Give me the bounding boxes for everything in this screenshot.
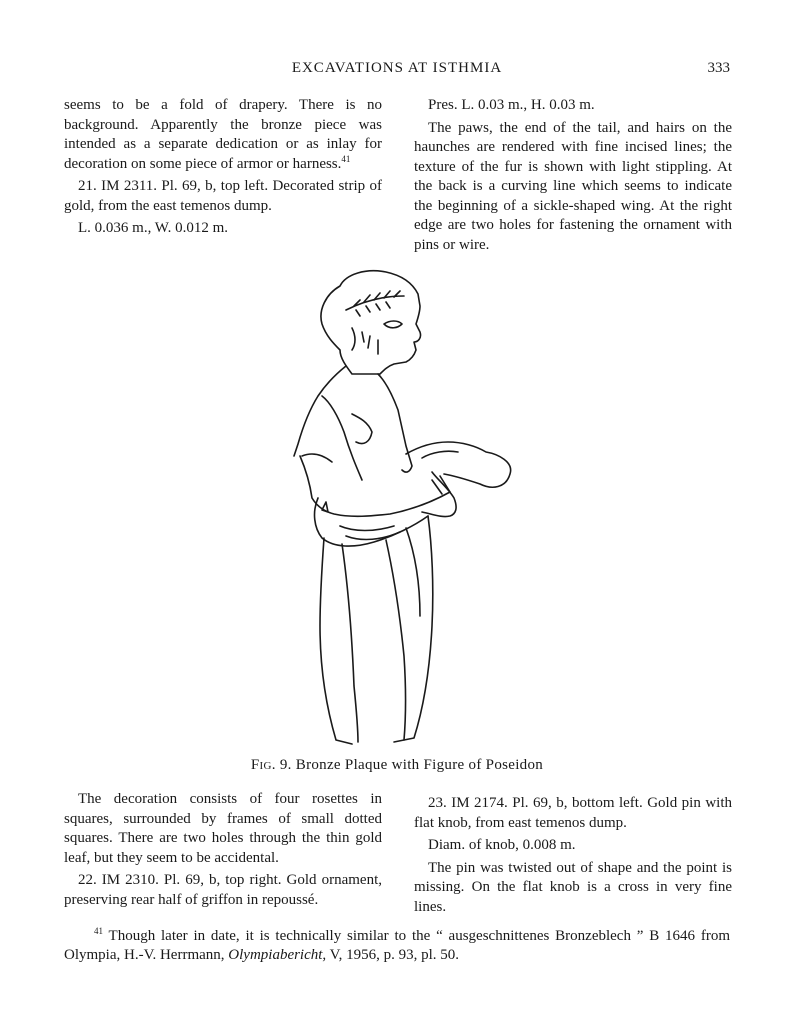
footnote-text-before: Though later in date, it is technically similar to the “ ausgeschnittenes Bronzeblech ” B 1646 from Olympia, H.-V. Herrmann, — [64, 928, 730, 963]
catalog-entry-23-diameter: Diam. of knob, 0.008 m. — [428, 837, 576, 853]
left-column-top — [64, 96, 382, 242]
figure-caption-text: Bronze Plaque with Figure of Poseidon — [295, 757, 544, 773]
footnote-number: 41 — [94, 926, 103, 936]
left-column-bottom — [64, 790, 382, 913]
right-column-bottom — [414, 794, 732, 920]
paragraph-drapery-text: seems to be a fold of drapery. There is no background. Apparently the bronze piece was intended as a separate dedication or as inlay for decoration on some piece of armor or harness. — [64, 97, 382, 172]
catalog-entry-22: 22. IM 2310. Pl. 69, b, top right. Gold ornament, preserving rear half of griffon in repoussé. — [64, 872, 382, 908]
footnote-text-after: V, 1956, p. 93, pl. 50. — [326, 947, 459, 963]
catalog-entry-23: 23. IM 2174. Pl. 69, b, bottom left. Gold pin with flat knob, from east temenos dump. — [414, 795, 732, 831]
paragraph-pin: The pin was twisted out of shape and the point is missing. On the flat knob is a cross in very fine lines. — [414, 859, 732, 915]
page-number: 333 — [707, 60, 730, 76]
figure-caption — [0, 757, 794, 774]
figure-label: Fig. 9. — [250, 757, 292, 773]
running-header: EXCAVATIONS AT ISTHMIA — [291, 60, 503, 76]
footnote-journal-title: Olympiabericht, — [228, 947, 327, 963]
paragraph-drapery — [64, 96, 382, 174]
footnote-ref: 41 — [341, 153, 351, 164]
paragraph-paws: The paws, the end of the tail, and hairs on the haunches are rendered with fine incised lines; the texture of the fur is shown with light stippling. At the back is a curving line which seems to indicate the beginning of a sickle-shaped wing. At the right edge are two holes for fastening the ornament with pins or wire. — [414, 119, 732, 253]
catalog-entry-21-dimensions: L. 0.036 m., W. 0.012 m. — [78, 220, 229, 236]
paragraph-rosettes: The decoration consists of four rosettes in squares, surrounded by frames of small dotted squares. There are two holes through the thin gold leaf, but they seem to be accidental. — [64, 791, 382, 866]
right-column-top — [414, 96, 732, 258]
footnote-41 — [64, 927, 730, 965]
poseidon-plaque-figure — [282, 266, 522, 750]
dimensions-line: Pres. L. 0.03 m., H. 0.03 m. — [428, 97, 595, 113]
catalog-entry-21: 21. IM 2311. Pl. 69, b, top left. Decorated strip of gold, from the east temenos dump. — [64, 178, 382, 214]
